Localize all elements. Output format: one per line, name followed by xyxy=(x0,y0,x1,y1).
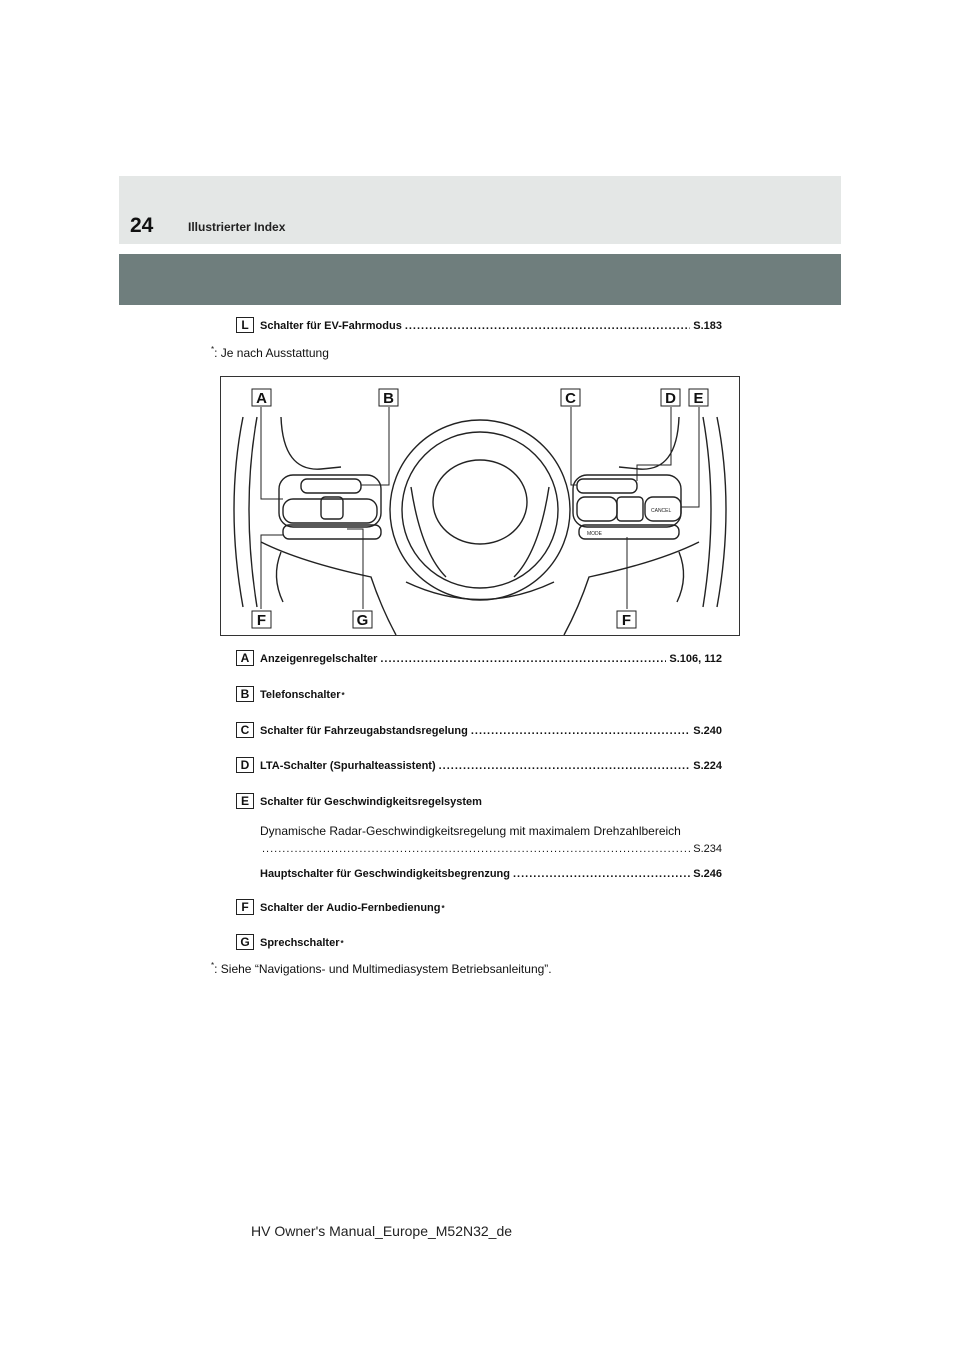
entry-label: Anzeigenregelschalter xyxy=(260,653,378,665)
page-ref: S.106, 112 xyxy=(669,653,722,665)
callout-D: D xyxy=(665,390,676,407)
footnote-text: : Je nach Ausstattung xyxy=(214,346,329,360)
page-ref: S.234 xyxy=(693,843,722,855)
entry-label: LTA-Schalter (Spurhalteassistent) xyxy=(260,760,436,772)
callout-G: G xyxy=(356,612,369,629)
dark-title-band xyxy=(119,254,841,305)
letter-box: B xyxy=(236,686,254,702)
letter-box: A xyxy=(236,650,254,666)
callout-F-right: F xyxy=(621,612,632,629)
leader-dots xyxy=(380,653,666,665)
callout-F-left: F xyxy=(256,612,267,629)
footnote-star: * xyxy=(340,939,344,948)
leader-dots xyxy=(471,725,690,737)
callout-B: B xyxy=(383,390,394,407)
footnote-star: * xyxy=(441,904,445,913)
footnote-text: : Siehe “Navigations- und Multimediasystem Betriebsanleitung”. xyxy=(214,962,552,976)
dynamic-radar-ref-line xyxy=(262,843,722,855)
leader-dots xyxy=(439,760,691,772)
rim-left-inner xyxy=(249,417,257,607)
entry-label: Schalter für EV-Fahrmodus xyxy=(260,320,402,332)
letter-box: G xyxy=(236,934,254,950)
rim-right-outer xyxy=(717,417,726,607)
footnote-marker: * xyxy=(211,345,215,354)
leader-dots xyxy=(513,868,690,880)
page-ref: S.183 xyxy=(693,320,722,332)
footer-manual-id: HV Owner's Manual_Europe_M52N32_de xyxy=(251,1223,513,1239)
mode-button-label: MODE xyxy=(587,531,602,537)
rim-right-inner xyxy=(703,417,711,607)
letter-box: F xyxy=(236,899,254,915)
page-ref: S.224 xyxy=(693,760,722,772)
callout-A: A xyxy=(256,390,267,407)
footnote-marker: * xyxy=(211,961,215,970)
page-ref: S.240 xyxy=(693,725,722,737)
cancel-button-label: CANCEL xyxy=(651,508,672,514)
entry-label: Hauptschalter für Geschwindigkeitsbegrenzung xyxy=(260,868,510,880)
steering-wheel-diagram xyxy=(221,377,739,635)
letter-box: E xyxy=(236,793,254,809)
entry-label: Schalter für Geschwindigkeitsregelsystem xyxy=(260,796,482,808)
entry-label: Sprechschalter xyxy=(260,937,340,949)
entry-label: Telefonschalter xyxy=(260,689,341,701)
letter-box: L xyxy=(236,317,254,333)
dynamic-radar-text: Dynamische Radar-Geschwindigkeitsregelung mit maximalem Drehzahlbereich xyxy=(260,824,681,838)
footnote-star: * xyxy=(341,691,345,700)
page-ref: S.246 xyxy=(693,868,722,880)
page-number: 24 xyxy=(130,214,154,237)
footnote-equipment xyxy=(211,345,329,360)
letter-box: C xyxy=(236,722,254,738)
section-title: Illustrierter Index xyxy=(188,220,286,234)
letter-box: D xyxy=(236,757,254,773)
entry-label: Schalter für Fahrzeugabstandsregelung xyxy=(260,725,468,737)
leader-dots xyxy=(405,320,690,332)
entry-label: Schalter der Audio-Fernbedienung xyxy=(260,902,441,914)
steering-wheel-figure xyxy=(220,376,740,636)
leader-dots xyxy=(262,843,690,855)
callout-C: C xyxy=(565,390,576,407)
footnote-navigation xyxy=(211,961,552,976)
rim-left-outer xyxy=(234,417,243,607)
callout-E: E xyxy=(693,390,704,407)
